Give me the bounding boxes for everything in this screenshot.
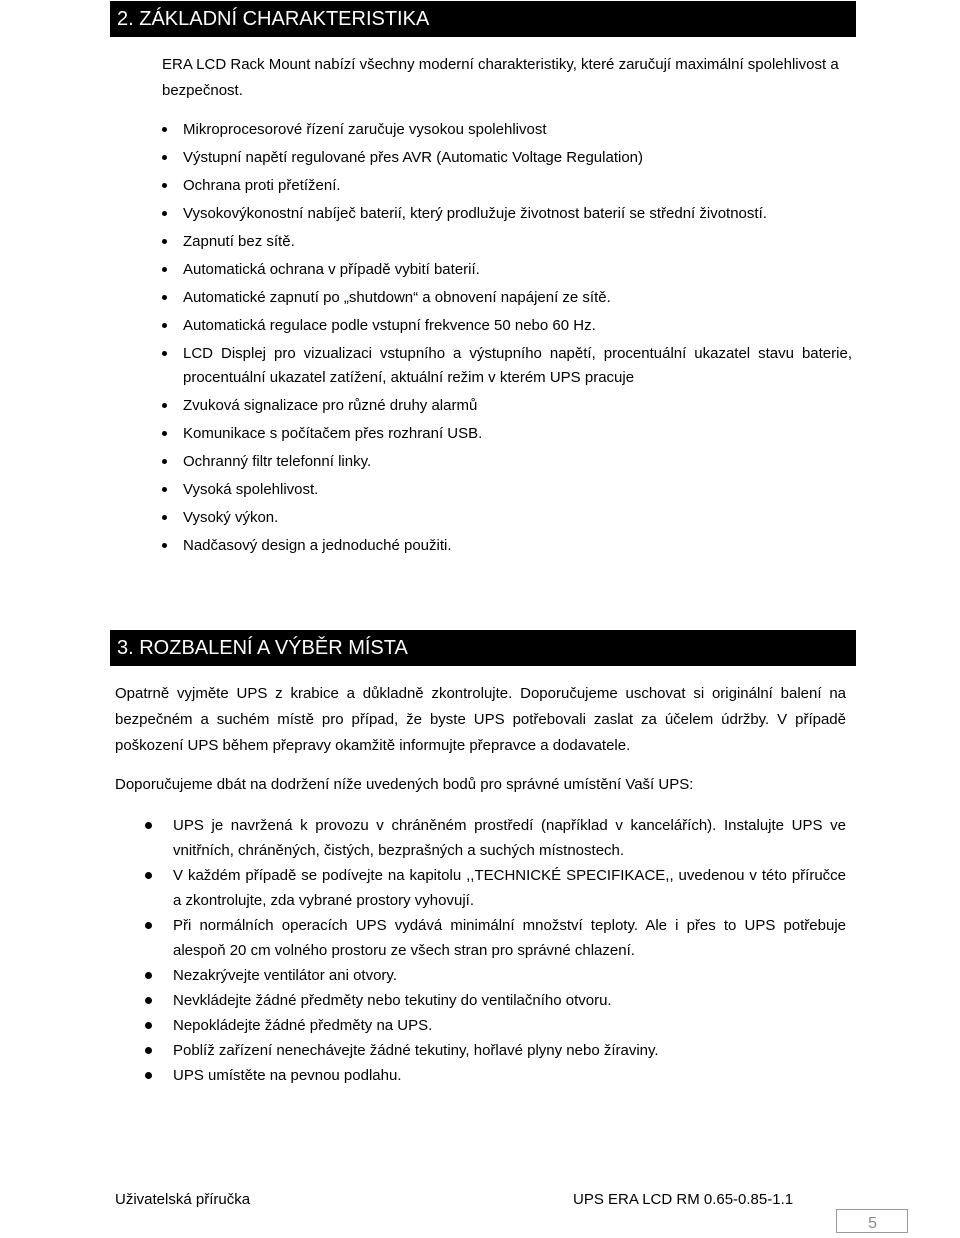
list-item: Vysoká spolehlivost. (162, 478, 852, 502)
list-item: Automatické zapnutí po „shutdown“ a obnovení napájení ze sítě. (162, 286, 852, 310)
bullet-icon (145, 997, 152, 1004)
bullet-icon (162, 239, 167, 244)
list-item: Automatická ochrana v případě vybití baterií. (162, 258, 852, 282)
bullet-icon (162, 351, 167, 356)
list-item: Ochranný filtr telefonní linky. (162, 450, 852, 474)
bullet-icon (162, 183, 167, 188)
list-item: LCD Displej pro vizualizaci vstupního a výstupního napětí, procentuální ukazatel stavu baterie, procentuální ukazatel zatížení, aktuální režim v kterém UPS pracuje (162, 342, 852, 390)
bullet-icon (145, 1022, 152, 1029)
feature-list (162, 118, 852, 562)
list-item: Nevkládejte žádné předměty nebo tekutiny do ventilačního otvoru. (115, 988, 846, 1013)
list-item: UPS je navržená k provozu v chráněném prostředí (například v kancelářích). Instalujte UPS ve vnitřních, chráněných, čistých, bezprašných a suchých místnostech. (115, 813, 846, 863)
list-item: Komunikace s počítačem přes rozhraní USB. (162, 422, 852, 446)
section-3-paragraph: Opatrně vyjměte UPS z krabice a důkladně zkontrolujte. Doporučujeme uschovat si originální balení na bezpečném a suchém místě pro případ, že byste UPS potřebovali zaslat za účelem údržby. V případě poškození UPS během přepravy okamžitě informujte přepravce a dodavatele. (115, 685, 846, 754)
footer-manual-title: Uživatelská příručka (115, 1191, 251, 1208)
bullet-icon (162, 543, 167, 548)
list-item: Při normálních operacích UPS vydává minimální množství teploty. Ale i přes to UPS potřebuje alespoň 20 cm volného prostoru ze všech stran pro správné chlazení. (115, 913, 846, 963)
list-item: Ochrana proti přetížení. (162, 174, 852, 198)
bullet-icon (162, 155, 167, 160)
bullet-icon (145, 822, 152, 829)
bullet-icon (162, 295, 167, 300)
list-item: V každém případě se podívejte na kapitolu ,,TECHNICKÉ SPECIFIKACE,, uvedenou v této příručce a zkontrolujte, zda vybrané prostory vyhovují. (115, 863, 846, 913)
section-3-heading: 3. ROZBALENÍ A VÝBĚR MÍSTA (110, 630, 856, 666)
section-3-recommendation: Doporučujeme dbát na dodržení níže uvedených bodů pro správné umístění Vaší UPS: (115, 776, 694, 793)
list-item: Zapnutí bez sítě. (162, 230, 852, 254)
list-item: Vysokovýkonostní nabíječ baterií, který prodlužuje životnost baterií se střední životností. (162, 202, 852, 226)
list-item: Poblíž zařízení nenechávejte žádné tekutiny, hořlavé plyny nebo žíraviny. (115, 1038, 846, 1063)
page-number: 5 (836, 1209, 908, 1233)
bullet-icon (162, 323, 167, 328)
bullet-icon (145, 922, 152, 929)
bullet-icon (162, 403, 167, 408)
list-item: Nezakrývejte ventilátor ani otvory. (115, 963, 846, 988)
bullet-icon (162, 459, 167, 464)
bullet-icon (162, 431, 167, 436)
section-2-intro: ERA LCD Rack Mount nabízí všechny moderní charakteristiky, které zaručují maximální spolehlivost a bezpečnost. (162, 56, 839, 99)
section-2-heading: 2. ZÁKLADNÍ CHARAKTERISTIKA (110, 1, 856, 37)
bullet-icon (145, 972, 152, 979)
list-item: UPS umístěte na pevnou podlahu. (115, 1063, 846, 1088)
placement-rules-list (115, 813, 846, 1088)
bullet-icon (145, 872, 152, 879)
list-item: Nadčasový design a jednoduché použiti. (162, 534, 852, 558)
bullet-icon (162, 127, 167, 132)
bullet-icon (162, 267, 167, 272)
bullet-icon (145, 1047, 152, 1054)
bullet-icon (162, 515, 167, 520)
list-item: Nepokládejte žádné předměty na UPS. (115, 1013, 846, 1038)
list-item: Výstupní napětí regulované přes AVR (Automatic Voltage Regulation) (162, 146, 852, 170)
list-item: Vysoký výkon. (162, 506, 852, 530)
bullet-icon (162, 487, 167, 492)
bullet-icon (145, 1072, 152, 1079)
footer-model-name: UPS ERA LCD RM 0.65-0.85-1.1 (573, 1191, 794, 1208)
list-item: Automatická regulace podle vstupní frekvence 50 nebo 60 Hz. (162, 314, 852, 338)
list-item: Zvuková signalizace pro různé druhy alarmů (162, 394, 852, 418)
bullet-icon (162, 211, 167, 216)
list-item: Mikroprocesorové řízení zaručuje vysokou spolehlivost (162, 118, 852, 142)
